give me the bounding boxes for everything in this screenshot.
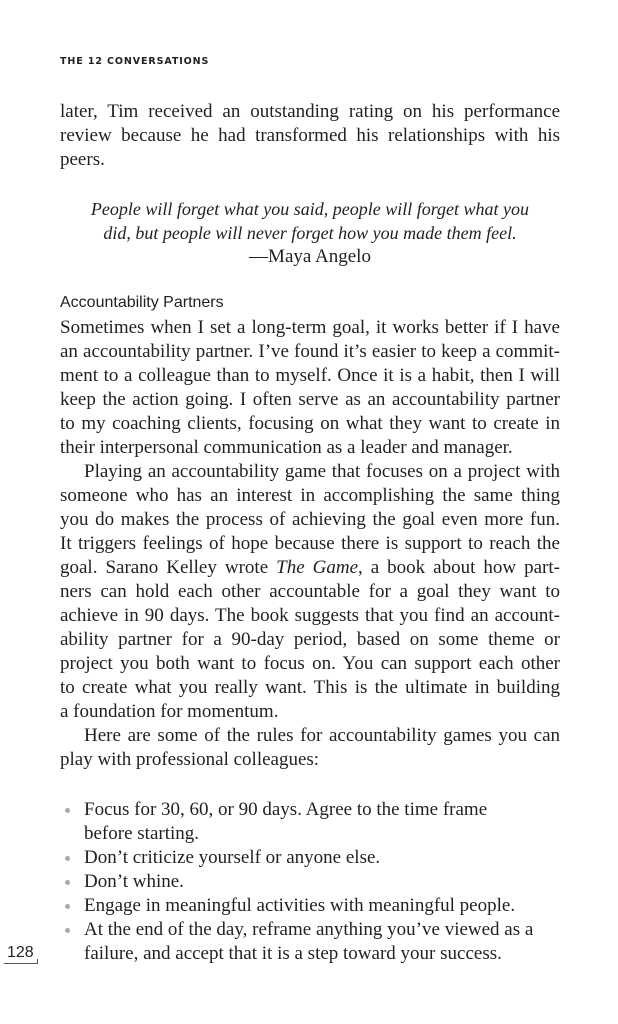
text-line: ability partner for a 90-day period, based on some theme or	[60, 629, 560, 650]
bullet-icon	[65, 904, 70, 909]
list-item-text: Don’t criticize yourself or anyone else.	[84, 847, 381, 868]
text-line: to my coaching clients, focusing on what they want to create in	[60, 413, 560, 434]
text-line: achieve in 90 days. The book suggests that you find an account-	[60, 605, 560, 626]
list-item-text: Don’t whine.	[84, 871, 184, 892]
text-line: Here are some of the rules for accountability games you can	[84, 725, 560, 746]
bullet-icon	[65, 856, 70, 861]
text-line: review because he had transformed his relationships with his	[60, 125, 560, 146]
text-line: someone who has an interest in accomplishing the same thing	[60, 485, 560, 506]
text-segment: , a book about how part-	[358, 557, 560, 578]
book-title: The Game	[276, 557, 358, 578]
list-item-text: At the end of the day, reframe anything you’ve viewed as a	[84, 919, 534, 940]
epigraph-quote	[60, 197, 560, 269]
text-line: a foundation for momentum.	[60, 701, 279, 722]
quote-attribution: —Maya Angelo	[249, 246, 371, 267]
text-line: project you both want to focus on. You can support each other	[60, 653, 560, 674]
text-segment: goal. Sarano Kelley wrote	[60, 557, 277, 578]
page-number: 128	[4, 944, 37, 964]
paragraph-2	[60, 460, 560, 724]
text-line: ners can hold each other accountable for a goal they want to	[60, 581, 560, 602]
text-line: Sometimes when I set a long-term goal, it works better if I have	[60, 317, 560, 338]
list-item	[60, 894, 560, 918]
paragraph-1	[60, 316, 560, 460]
text-line: an accountability partner. I’ve found it’s easier to keep a commit-	[60, 341, 560, 362]
text-line: to create what you really want. This is the ultimate in building	[60, 677, 560, 698]
running-head: THE 12 CONVERSATIONS	[60, 56, 210, 67]
list-item	[60, 798, 560, 846]
list-item	[60, 918, 560, 966]
list-item	[60, 870, 560, 894]
list-item-text: before starting.	[84, 823, 200, 844]
text-line: play with professional colleagues:	[60, 749, 320, 770]
text-line: Playing an accountability game that focuses on a project with	[84, 461, 560, 482]
bullet-icon	[65, 808, 70, 813]
text-line: ment to a colleague than to myself. Once it is a habit, then I will	[60, 365, 560, 386]
rules-list	[60, 798, 560, 966]
quote-line: People will forget what you said, people will forget what you	[90, 199, 530, 219]
section-heading: Accountability Partners	[60, 294, 224, 311]
text-line: It triggers feelings of hope because there is support to reach the	[60, 533, 560, 554]
quote-line: did, but people will never forget how you made them feel.	[103, 223, 517, 243]
text-line: peers.	[60, 149, 105, 170]
text-line	[60, 556, 560, 580]
paragraph-3	[60, 724, 560, 772]
list-item-text: Focus for 30, 60, or 90 days. Agree to the time frame	[84, 799, 488, 820]
text-line: later, Tim received an outstanding rating on his performance	[60, 101, 560, 122]
text-line: keep the action going. I often serve as an accountability partner	[60, 389, 560, 410]
text-line: their interpersonal communication as a leader and manager.	[60, 437, 513, 458]
list-item	[60, 846, 560, 870]
text-line: you do makes the process of achieving the goal even more fun.	[60, 509, 560, 530]
list-item-text: failure, and accept that it is a step toward your success.	[84, 943, 502, 964]
list-item-text: Engage in meaningful activities with meaningful people.	[84, 895, 516, 916]
bullet-icon	[65, 880, 70, 885]
bullet-icon	[65, 928, 70, 933]
intro-paragraph	[60, 100, 560, 172]
